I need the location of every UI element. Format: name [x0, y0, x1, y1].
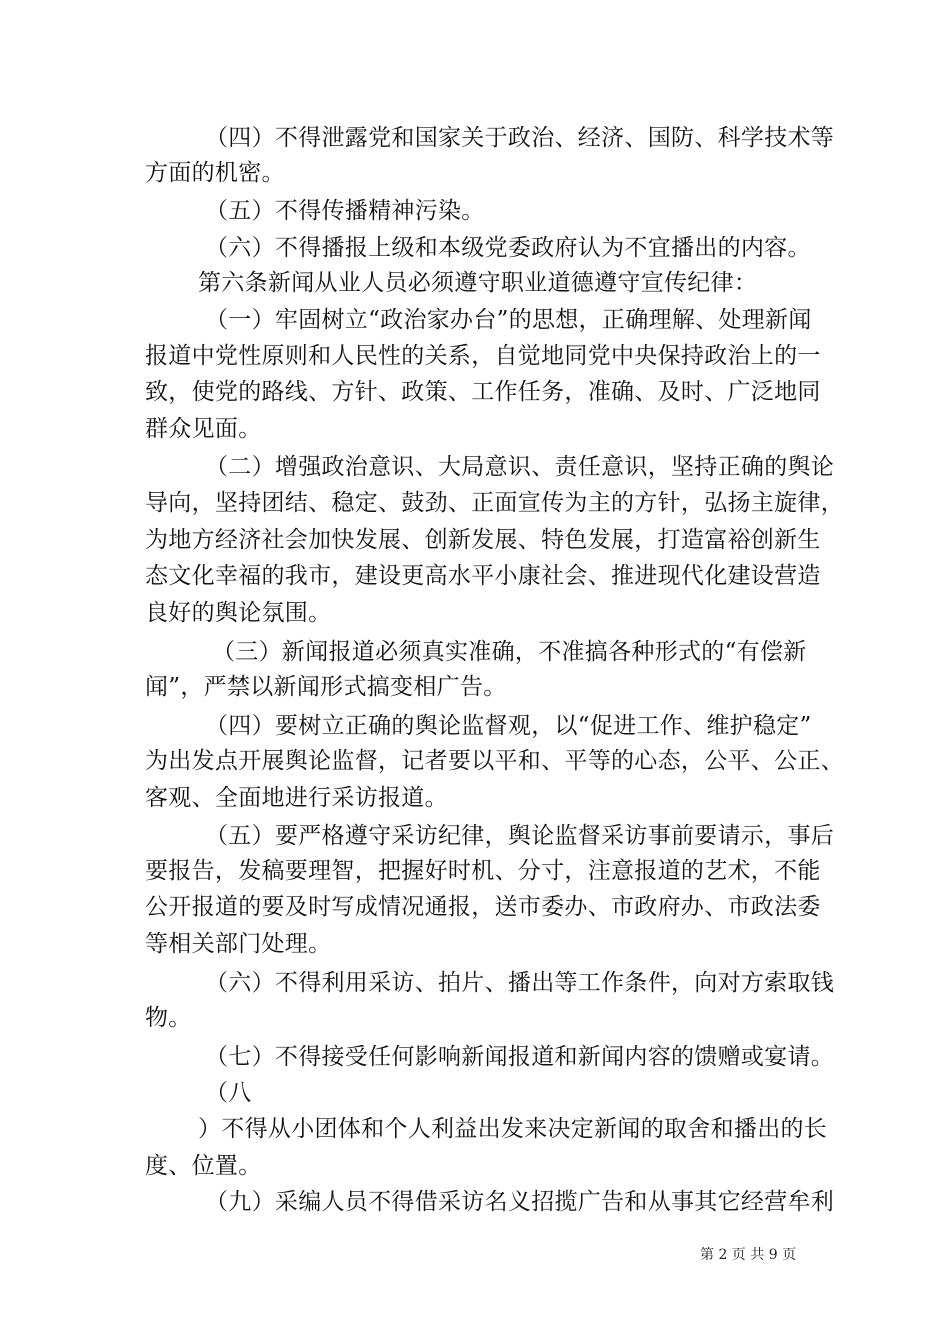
text-line: ）不得从小团体和个人利益出发来决定新闻的取舍和播出的长: [198, 1116, 828, 1142]
article-heading: 第六条新闻从业人员必须遵守职业道德遵守宣传纪律：: [198, 270, 758, 296]
page-number: 第 2 页 共 9 页: [700, 1247, 797, 1263]
text-line: （五）不得传播精神污染。: [205, 198, 485, 224]
text-line: 物。: [145, 1005, 192, 1031]
text-line: 群众见面。: [145, 416, 262, 442]
text-line: 导向，坚持团结、稳定、鼓劲、正面宣传为主的方针，弘扬主旋律，: [145, 490, 844, 516]
text-line: 度、位置。: [145, 1153, 262, 1179]
text-line: （八: [205, 1080, 252, 1106]
text-line: （二）增强政治意识、大局意识、责任意识，坚持正确的舆论: [205, 454, 835, 480]
text-line: （四）不得泄露党和国家关于政治、经济、国防、科学技术等: [205, 125, 835, 151]
text-line: 公开报道的要及时写成情况通报，送市委办、市政府办、市政法委: [145, 894, 821, 920]
text-line: 致，使党的路线、方针、政策、工作任务，准确、及时、广泛地同: [145, 379, 821, 405]
text-line: 报道中党性原则和人民性的关系，自觉地同党中央保持政治上的一: [145, 343, 821, 369]
text-line: 方面的机密。: [145, 160, 285, 186]
text-line: （七）不得接受任何影响新闻报道和新闻内容的馈赠或宴请。: [205, 1044, 835, 1070]
text-line: 客观、全面地进行采访报道。: [145, 785, 448, 811]
text-line: 态文化幸福的我市，建设更高水平小康社会、推进现代化建设营造: [145, 563, 821, 589]
text-line: 等相关部门处理。: [145, 931, 332, 957]
text-line: （四）要树立正确的舆论监督观，以“促进工作、维护稳定”: [205, 713, 812, 739]
text-line: 要报告，发稿要理智，把握好时机、分寸，注意报道的艺术，不能: [145, 858, 821, 884]
text-line: （三）新闻报道必须真实准确，不准搞各种形式的“有偿新: [212, 639, 807, 665]
text-line: 为地方经济社会加快发展、创新发展、特色发展，打造富裕创新生: [145, 527, 821, 553]
text-line: 闻”，严禁以新闻形式搞变相广告。: [145, 674, 507, 700]
text-line: 为出发点开展舆论监督，记者要以平和、平等的心态，公平、公正、: [145, 748, 844, 774]
text-line: 良好的舆论氛围。: [145, 600, 332, 626]
text-line: （一）牢固树立“政治家办台”的思想，正确理解、处理新闻: [205, 307, 812, 333]
text-line: （九）采编人员不得借采访名义招揽广告和从事其它经营牟利: [205, 1189, 835, 1215]
text-line: （六）不得利用采访、拍片、播出等工作条件，向对方索取钱: [205, 970, 835, 996]
text-line: （六）不得播报上级和本级党委政府认为不宜播出的内容。: [205, 235, 811, 261]
text-line: （五）要严格遵守采访纪律，舆论监督采访事前要请示，事后: [205, 823, 835, 849]
